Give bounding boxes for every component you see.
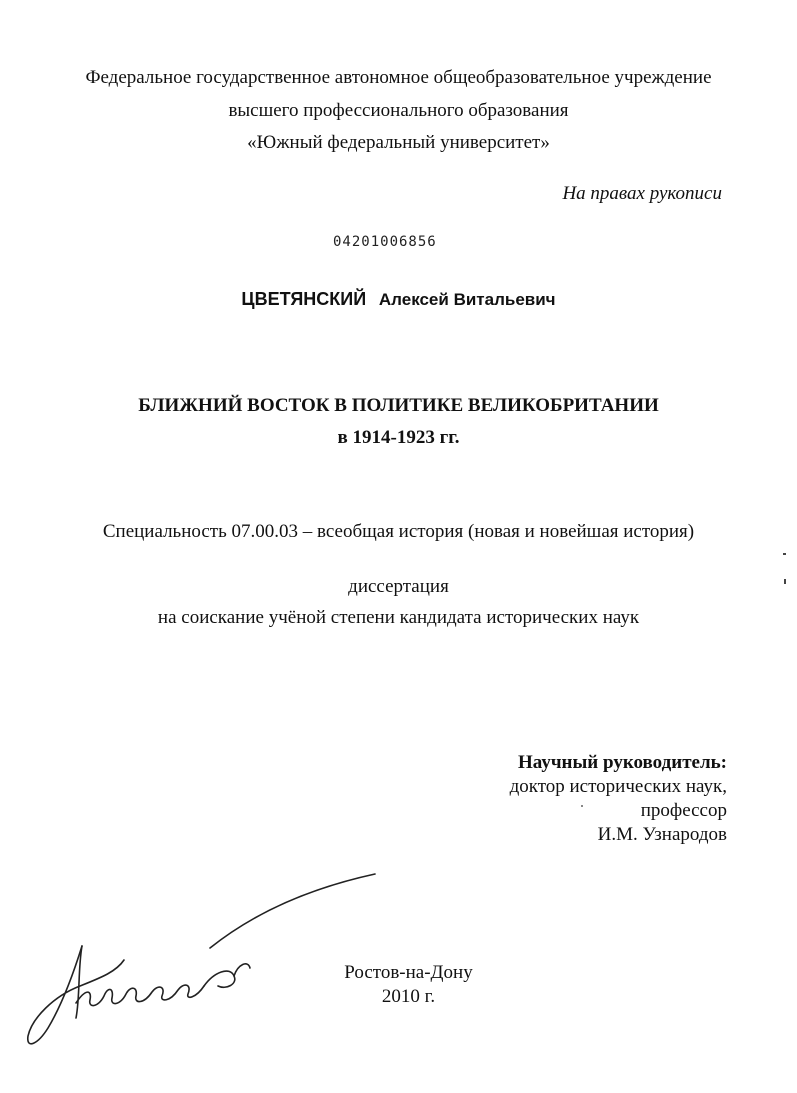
footer-city: Ростов-на-Дону [344, 962, 473, 983]
work-type-line-2: на соискание учёной степени кандидата исторических наук [157, 607, 640, 628]
handwritten-signature [20, 868, 400, 1058]
institution-line-1: Федеральное государственное автономное общеобразовательное учреждение [85, 67, 712, 88]
institution-line-2: высшего профессионального образования [228, 100, 569, 121]
dissertation-title-line-2: в 1914-1923 гг. [337, 427, 460, 448]
scan-mark [581, 805, 583, 807]
author-given-names: Алексей Витальевич [378, 290, 556, 309]
specialty: Специальность 07.00.03 – всеобщая история (новая и новейшая история) [102, 521, 695, 542]
advisor-heading: Научный руководитель: [518, 752, 727, 773]
institution-line-3: «Южный федеральный университет» [247, 132, 550, 153]
catalog-number: 04201006856 [333, 234, 437, 250]
advisor-name: И.М. Узнародов [597, 824, 727, 845]
author-name [0, 289, 797, 311]
dissertation-title-line-1: БЛИЖНИЙ ВОСТОК В ПОЛИТИКЕ ВЕЛИКОБРИТАНИИ [138, 395, 659, 416]
scan-mark [783, 553, 786, 555]
work-type-line-1: диссертация [348, 576, 449, 597]
advisor-rank: профессор [640, 800, 727, 821]
advisor-degree: доктор исторических наук, [509, 776, 727, 797]
author-surname: ЦВЕТЯНСКИЙ [241, 289, 367, 309]
manuscript-note: На правах рукописи [562, 183, 722, 204]
scan-mark [784, 579, 786, 584]
footer-year: 2010 г. [381, 986, 436, 1007]
advisor-block [510, 751, 727, 847]
